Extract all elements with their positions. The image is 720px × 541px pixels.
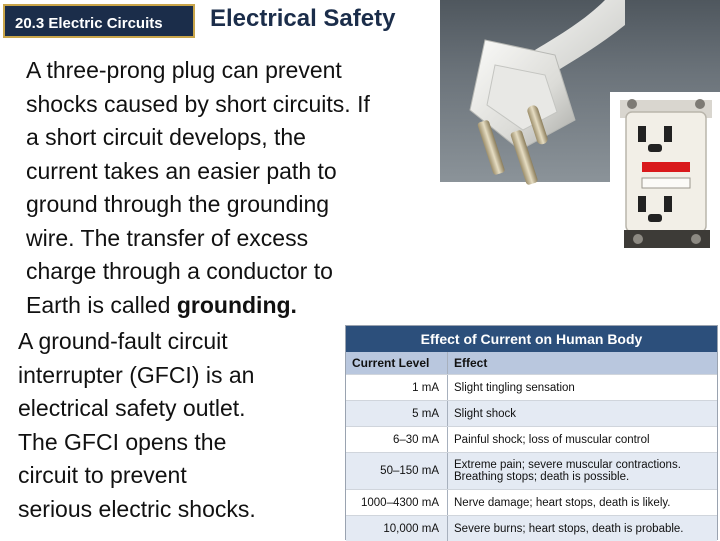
- effect-cell: Slight tingling sensation: [454, 381, 575, 394]
- slide-title: Electrical Safety: [210, 5, 396, 32]
- effect-cell: Nerve damage; heart stops, death is likely.: [454, 496, 671, 509]
- paragraph-line: electrical safety outlet.: [18, 395, 246, 421]
- effect-cell: Severe burns; heart stops, death is probable.: [454, 522, 684, 535]
- table-header-row: [346, 352, 717, 374]
- paragraph-line: current takes an easier path to: [26, 157, 337, 184]
- current-effects-table: [345, 325, 718, 540]
- current-level-cell: 1000–4300 mA: [346, 490, 448, 515]
- three-prong-paragraph: [26, 54, 446, 322]
- paragraph-line: interrupter (GFCI) is an: [18, 361, 255, 388]
- gfci-outlet-photo: [610, 92, 720, 252]
- current-level-cell: 6–30 mA: [346, 427, 448, 452]
- table-row: [346, 452, 717, 489]
- paragraph-line: A three-prong plug can prevent: [26, 57, 342, 83]
- paragraph-last-line: [26, 289, 446, 323]
- paragraph-line: charge through a conductor to: [26, 258, 333, 284]
- paragraph-line: circuit to prevent: [18, 462, 187, 488]
- grounding-term: grounding.: [176, 291, 297, 318]
- paragraph-line-prefix: Earth is called: [26, 291, 177, 318]
- paragraph-line: serious electric shocks.: [18, 495, 256, 522]
- effect-cell: Slight shock: [454, 407, 517, 420]
- section-badge: [3, 4, 195, 38]
- section-badge-label: 20.3 Electric Circuits: [15, 15, 163, 32]
- table-row: [346, 426, 717, 452]
- table-row: [346, 374, 717, 400]
- current-level-cell: 50–150 mA: [346, 453, 448, 489]
- three-prong-plug-photo: [425, 0, 625, 190]
- effect-line: Breathing stops; death is possible.: [454, 471, 630, 483]
- current-level-cell: 10,000 mA: [346, 516, 448, 541]
- paragraph-line: a short circuit develops, the: [26, 124, 306, 150]
- table-row: [346, 489, 717, 515]
- paragraph-line: wire. The transfer of excess: [26, 224, 309, 251]
- header-current-level: Current Level: [346, 352, 448, 374]
- current-level-cell: 5 mA: [346, 401, 448, 426]
- gfci-paragraph: [18, 325, 348, 526]
- effect-cell: [448, 453, 717, 489]
- paragraph-line: shocks caused by short circuits. If: [26, 90, 370, 117]
- table-title: Effect of Current on Human Body: [346, 326, 717, 352]
- current-level-cell: 1 mA: [346, 375, 448, 400]
- paragraph-line: ground through the grounding: [26, 191, 330, 217]
- paragraph-line: A ground-fault circuit: [18, 328, 228, 354]
- paragraph-line: The GFCI opens the: [18, 428, 227, 455]
- effect-cell: Painful shock; loss of muscular control: [454, 433, 650, 446]
- table-row: [346, 515, 717, 541]
- effect-line: Extreme pain; severe muscular contractions.: [454, 459, 681, 471]
- header-effect: Effect: [454, 356, 488, 370]
- table-row: [346, 400, 717, 426]
